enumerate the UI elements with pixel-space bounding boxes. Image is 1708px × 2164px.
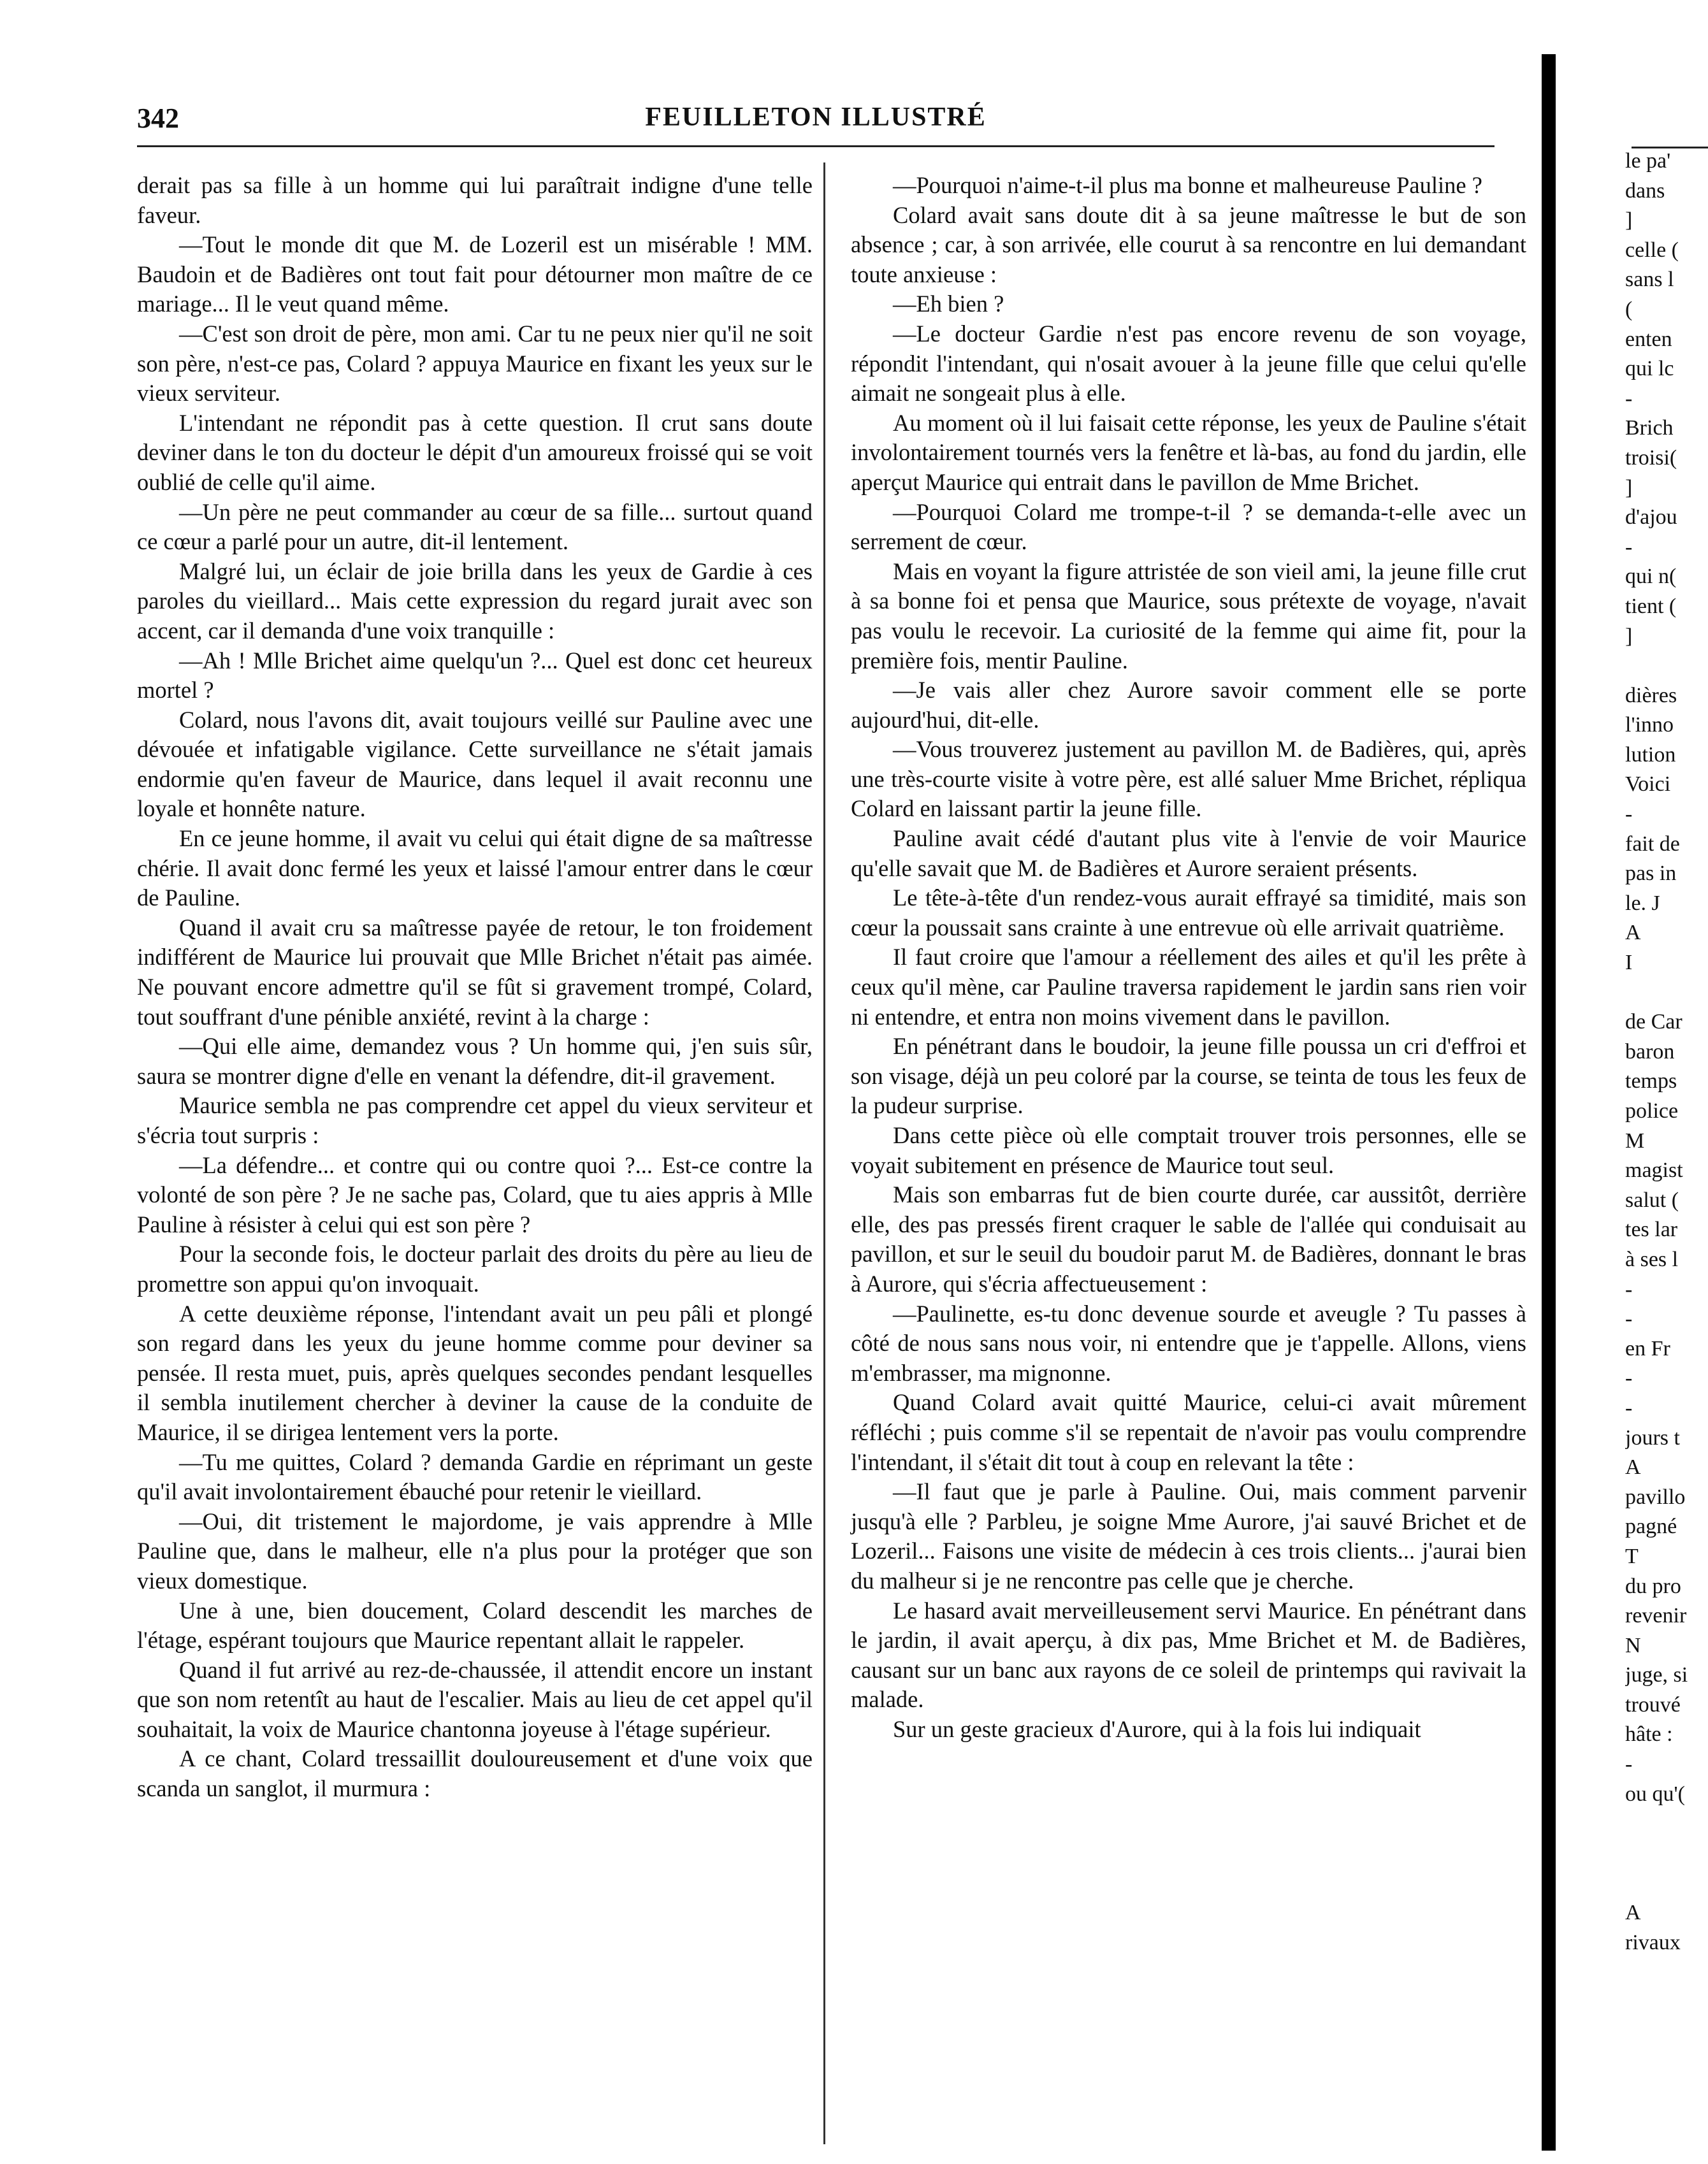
fragment-line: de Car [1625,1010,1683,1034]
fragment-line: T [1625,1544,1639,1568]
fragment-line: enten [1625,327,1672,351]
paragraph: —Qui elle aime, demandez vous ? Un homme qui, j'en suis sûr, saura se montrer digne d'elle en venant la défendre, dit-il gravement. [137,1033,813,1089]
paragraph: Mais en voyant la figure attristée de son vieil ami, la jeune fille crut à sa bonne foi et pensa que Maurice, sous prétexte de voyage, n'avait pas voulu le recevoir. La curiosité de la femme qui aime fit, pour la première fois, mentir Pauline. [851,558,1526,674]
fragment-line: dières [1625,683,1677,707]
paragraph: Pour la seconde fois, le docteur parlait des droits du père au lieu de promettre son appui qu'on invoquait. [137,1241,813,1297]
fragment-line: hâte : [1625,1722,1673,1747]
fragment-line: rivaux [1625,1930,1681,1954]
fragment-line: A [1625,921,1641,945]
paragraph: —Pourquoi Colard me trompe-t-il ? se demanda-t-elle avec un serrement de cœur. [851,498,1526,555]
fragment-line: A [1625,1455,1641,1480]
fragment-line: - [1625,802,1633,826]
fragment-line: - [1625,386,1633,410]
paragraph: —C'est son droit de père, mon ami. Car tu ne peux nier qu'il ne soit son père, n'est-ce pas, Colard ? appuya Maurice en fixant les yeux sur le vieux serviteur. [137,320,813,407]
paragraph: —Tu me quittes, Colard ? demanda Gardie en réprimant un geste qu'il avait involontairement ébauché pour retenir le vieillard. [137,1448,813,1505]
fragment-line: qui lc [1625,357,1674,381]
paragraph: Sur un geste gracieux d'Aurore, qui à la fois lui indiquait [893,1715,1421,1742]
fragment-line: pagné [1625,1515,1677,1539]
paragraph: —Il faut que je parle à Pauline. Oui, mais comment parvenir jusqu'à elle ? Parbleu, je soigne Mme Aurore, j'ai sauvé Brichet et de Lozeril... Faisons une visite de médecin à ces trois clients... j'aurai bien du malheur si je ne rencontre pas celle que je cherche. [851,1478,1526,1594]
fragment-line: M [1625,1129,1645,1153]
fragment-line: qui n( [1625,565,1677,589]
paragraph: A cette deuxième réponse, l'intendant avait un peu pâli et plongé son regard dans les yeux du jeune homme comme pour deviner sa pensée. Il resta muet, puis, après quelques secondes pendant lesquelles il sembla inutilement chercher à deviner la cause de la conduite de Maurice, il se dirigea lentement vers la porte. [137,1300,813,1445]
right-column [851,171,1526,1744]
paragraph: En pénétrant dans le boudoir, la jeune fille poussa un cri d'effroi et son visage, déjà un peu coloré par la course, se teinta de tous les feux de la pudeur surprise. [851,1033,1526,1119]
fragment-line: pas in [1625,862,1677,886]
fragment-line: fait de [1625,832,1680,856]
fragment-line: du pro [1625,1574,1681,1598]
fragment-line: à ses l [1625,1247,1679,1271]
fragment-line: lution [1625,742,1676,767]
fragment-line: - [1625,1277,1633,1301]
paragraph: —Eh bien ? [893,291,1004,317]
paragraph: Colard avait sans doute dit à sa jeune maîtresse le but de son absence ; car, à son arrivée, elle courut à sa rencontre en lui demandant toute anxieuse : [851,201,1526,287]
paragraph: A ce chant, Colard tressaillit douloureusement et d'une voix que scanda un sanglot, il murmura : [137,1745,813,1802]
fragment-line: Voici [1625,772,1671,797]
fragment-line: juge, si [1625,1663,1688,1687]
paragraph: —La défendre... et contre qui ou contre quoi ?... Est-ce contre la volonté de son père ? Je ne sache pas, Colard, que tu aies appris à Mlle Pauline à résister à celui qui est son père ? [137,1151,813,1237]
fragment-line: ] [1625,624,1633,648]
fragment-line: tes lar [1625,1218,1678,1242]
paragraph: —Vous trouverez justement au pavillon M. de Badières, qui, après une très-courte visite à votre père, est allé saluer Mme Brichet, répliqua Colard en laissant partir la jeune fille. [851,736,1526,822]
fragment-line [1625,651,1708,681]
fragment-line: l'inno [1625,713,1674,737]
page-number: 342 [137,103,179,134]
paragraph: Pauline avait cédé d'autant plus vite à l'envie de voir Maurice qu'elle savait que M. de Badières et Aurore seraient présents. [851,825,1526,881]
paragraph: Maurice sembla ne pas comprendre cet appel du vieux serviteur et s'écria tout surpris : [137,1092,813,1148]
fragment-line: troisi( [1625,445,1677,470]
fragment-line [1625,1839,1708,1869]
fragment-line: police [1625,1099,1679,1123]
fragment-line: ] [1625,208,1633,233]
paragraph: —Ah ! Mlle Brichet aime quelqu'un ?... Quel est donc cet heureux mortel ? [137,647,813,703]
fragment-line: baron [1625,1039,1675,1064]
fragment-line: temps [1625,1069,1677,1093]
column-divider [823,162,825,2144]
fragment-line: A [1625,1901,1641,1925]
fragment-line: ] [1625,475,1633,500]
fragment-line: revenir [1625,1604,1687,1628]
adjacent-page-fragment [1625,147,1708,1958]
paragraph: Colard, nous l'avons dit, avait toujours veillé sur Pauline avec une dévouée et infatigable vigilance. Cette surveillance ne s'était jamais endormie qu'en faveur de Maurice, dans lequel il avait reconnu une loyale et honnête nature. [137,706,813,822]
paragraph: —Oui, dit tristement le majordome, je vais apprendre à Mlle Pauline que, dans le malheur, elle n'a plus pour la protéger que son vieux domestique. [137,1508,813,1594]
header-rule [137,145,1494,147]
fragment-line: le pa' [1625,149,1671,173]
fragment-line: - [1625,1396,1633,1420]
fragment-line: - [1625,535,1633,559]
fragment-line: en Fr [1625,1336,1670,1360]
paragraph: —Le docteur Gardie n'est pas encore revenu de son voyage, répondit l'intendant, qui n'osait avouer à la jeune fille que celui qu'elle aimait ne songeait plus à elle. [851,320,1526,407]
paragraph: —Tout le monde dit que M. de Lozeril est un misérable ! MM. Baudoin et de Badières ont tout fait pour détourner mon maître de ce mariage... Il le veut quand même. [137,231,813,317]
fragment-line: dans [1625,178,1665,203]
paragraph: Le tête-à-tête d'un rendez-vous aurait effrayé sa timidité, mais son cœur la poussait sans crainte à une entrevue où elle arrivait quatrième. [851,884,1526,941]
fragment-line [1625,1809,1708,1839]
paragraph: Quand il fut arrivé au rez-de-chaussée, il attendit encore un instant que son nom retentît au haut de l'escalier. Mais au lieu de cet appel qu'il souhaitait, la voix de Maurice chantonna joyeuse à l'étage supérieur. [137,1656,813,1742]
page-gutter-shadow [1542,54,1556,2151]
fragment-line: jours t [1625,1425,1680,1450]
fragment-line: Brich [1625,416,1674,440]
fragment-line: sans l [1625,268,1674,292]
paragraph: —Un père ne peut commander au cœur de sa fille... surtout quand ce cœur a parlé pour un autre, dit-il lentement. [137,498,813,555]
paragraph: Le hasard avait merveilleusement servi Maurice. En pénétrant dans le jardin, il avait aperçu, à dix pas, Mme Brichet et M. de Badières, causant sur un banc aux rayons de ce soleil de printemps qui ravivait la malade. [851,1597,1526,1713]
paragraph: Il faut croire que l'amour a réellement des ailes et qu'il les prête à ceux qu'il mène, car Pauline traversa rapidement le jardin sans rien voir ni entendre, et entra non moins vivement dans le pavillon. [851,944,1526,1030]
paragraph: —Paulinette, es-tu donc devenue sourde et aveugle ? Tu passes à côté de nous sans nous voir, ni entendre que je t'appelle. Allons, viens m'embrasser, ma mignonne. [851,1300,1526,1386]
paragraph: L'intendant ne répondit pas à cette question. Il crut sans doute deviner dans le ton du docteur le dépit d'un amoureux froissé qui se voit oublié de celle qu'il aime. [137,409,813,495]
fragment-line: - [1625,1366,1633,1390]
paragraph: Dans cette pièce où elle comptait trouver trois personnes, elle se voyait subitement en présence de Maurice tout seul. [851,1122,1526,1178]
fragment-line [1625,978,1708,1008]
paragraph: Quand Colard avait quitté Maurice, celui-ci avait mûrement réfléchi ; puis comme s'il se repentait de n'avoir pas voulu comprendre l'intendant, il s'était dit tout à coup en relevant la tête : [851,1389,1526,1475]
fragment-line: - [1625,1307,1633,1331]
paragraph: Quand il avait cru sa maîtresse payée de retour, le ton froidement indifférent de Maurice lui prouvait que Mlle Brichet n'était pas aimée. Ne pouvant encore admettre qu'il se fût si gravement trompé, Colard, tout souffrant d'une pénible anxiété, revint à la charge : [137,914,813,1030]
fragment-line: tient ( [1625,594,1677,618]
running-title: FEUILLETON ILLUSTRÉ [645,103,987,132]
left-column [137,171,813,1804]
paragraph: Mais son embarras fut de bien courte durée, car aussitôt, derrière elle, des pas pressés firent craquer le sable de l'allée qui conduisait au pavillon, et sur le seuil du boudoir parut M. de Badières, donnant le bras à Aurore, qui s'écria affectueusement : [851,1181,1526,1297]
paragraph: —Je vais aller chez Aurore savoir comment elle se porte aujourd'hui, dit-elle. [851,677,1526,733]
fragment-line: salut ( [1625,1188,1679,1212]
paragraph: En ce jeune homme, il avait vu celui qui était digne de sa maîtresse chérie. Il avait donc fermé les yeux et laissé l'amour entrer dans le cœur de Pauline. [137,825,813,911]
paragraph: Une à une, bien doucement, Colard descendit les marches de l'étage, espérant toujours que Maurice repentant allait le rappeler. [137,1597,813,1654]
fragment-line: I [1625,951,1633,975]
fragment-line: d'ajou [1625,505,1677,530]
fragment-line: celle ( [1625,238,1679,262]
fragment-line: le. J [1625,891,1660,915]
fragment-line: trouvé [1625,1692,1681,1717]
page-header [137,96,1494,147]
paragraph: Au moment où il lui faisait cette réponse, les yeux de Pauline s'était involontairement tournés vers la fenêtre et là-bas, au fond du jardin, elle aperçut Maurice qui entrait dans le pavillon de Mme Brichet. [851,409,1526,495]
paragraph: Malgré lui, un éclair de joie brilla dans les yeux de Gardie à ces paroles du vieillard... Mais cette expression du regard jurait avec son accent, car il demanda d'une voix tranquille : [137,558,813,644]
paragraph: —Pourquoi n'aime-t-il plus ma bonne et malheureuse Pauline ? [893,172,1482,198]
paragraph: derait pas sa fille à un homme qui lui paraîtrait indigne d'une telle faveur. [137,172,813,228]
fragment-line: - [1625,1752,1633,1777]
fragment-line: magist [1625,1158,1683,1183]
fragment-line: N [1625,1633,1641,1657]
fragment-line: pavillo [1625,1485,1686,1509]
fragment-line [1625,1868,1708,1898]
fragment-line: ( [1625,297,1633,321]
fragment-line: ou qu'( [1625,1782,1685,1806]
